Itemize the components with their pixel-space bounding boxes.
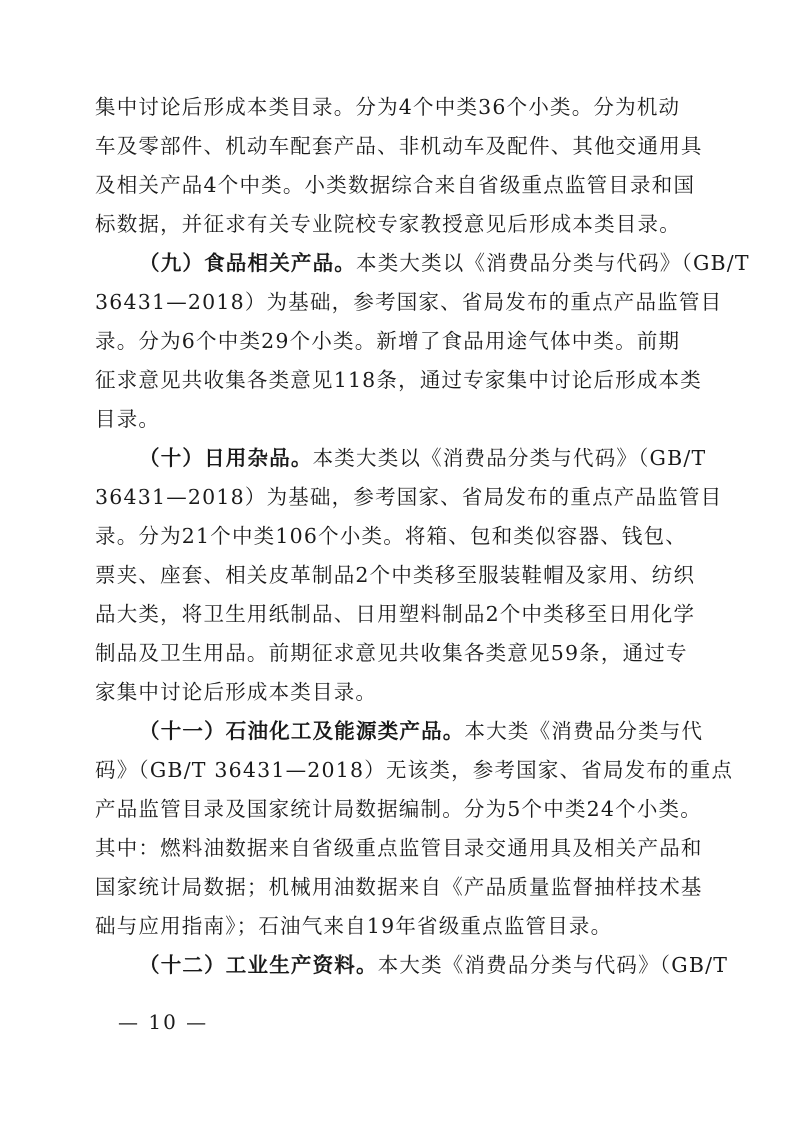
text-line: 录。分为21个中类106个小类。将箱、包和类似容器、钱包、 bbox=[95, 524, 688, 548]
text-line: 产品监管目录及国家统计局数据编制。分为5个中类24个小类。 bbox=[95, 797, 702, 821]
page-number: — 10 — bbox=[118, 1010, 209, 1034]
text-line: 码》（GB/T 36431—2018）无该类，参考国家、省局发布的重点 bbox=[95, 758, 734, 782]
text-line: 标数据，并征求有关专业院校专家教授意见后形成本类目录。 bbox=[95, 212, 681, 236]
text-line: 36431—2018）为基础，参考国家、省局发布的重点产品监管目 bbox=[95, 485, 723, 509]
text-line: 36431—2018）为基础，参考国家、省局发布的重点产品监管目 bbox=[95, 290, 723, 314]
paragraph-first-line bbox=[95, 946, 729, 985]
text-line: 征求意见共收集各类意见118条，通过专家集中讨论后形成本类 bbox=[95, 368, 702, 392]
text-line: 集中讨论后形成本类目录。分为4个中类36个小类。分为机动 bbox=[95, 95, 681, 119]
text-line: 票夹、座套、相关皮革制品2个中类移至服装鞋帽及家用、纺织 bbox=[95, 563, 696, 587]
text-line: 制品及卫生用品。前期征求意见共收集各类意见59条，通过专 bbox=[95, 641, 688, 665]
section-heading: （十）日用杂品。 bbox=[139, 446, 313, 470]
paragraph-first-line bbox=[95, 439, 707, 478]
text-line: 车及零部件、机动车配套产品、非机动车及配件、其他交通用具 bbox=[95, 134, 703, 158]
text-line: 家集中讨论后形成本类目录。 bbox=[95, 680, 378, 704]
text-line: 国家统计局数据；机械用油数据来自《产品质量监督抽样技术基 bbox=[95, 875, 703, 899]
section-heading: （十二）工业生产资料。 bbox=[139, 953, 378, 977]
text-line: 目录。 bbox=[95, 407, 161, 431]
text-span: 本类大类以《消费品分类与代码》（GB/T bbox=[356, 251, 750, 275]
body-text bbox=[95, 88, 750, 985]
text-span: 本大类《消费品分类与代 bbox=[464, 719, 704, 743]
text-line: 录。分为6个中类29个小类。新增了食品用途气体中类。前期 bbox=[95, 329, 681, 353]
text-span: 本类大类以《消费品分类与代码》（GB/T bbox=[312, 446, 707, 470]
text-span: 本大类《消费品分类与代码》（GB/T bbox=[377, 953, 729, 977]
text-line: 其中：燃料油数据来自省级重点监管目录交通用具及相关产品和 bbox=[95, 836, 703, 860]
paragraph-first-line bbox=[95, 712, 704, 751]
section-heading: （十一）石油化工及能源类产品。 bbox=[139, 719, 465, 743]
text-line: 础与应用指南》；石油气来自19年省级重点监管目录。 bbox=[95, 914, 613, 938]
paragraph-first-line bbox=[95, 244, 750, 283]
text-line: 品大类，将卫生用纸制品、日用塑料制品2个中类移至日用化学 bbox=[95, 602, 696, 626]
section-heading: （九）食品相关产品。 bbox=[139, 251, 356, 275]
text-line: 及相关产品4个中类。小类数据综合来自省级重点监管目录和国 bbox=[95, 173, 696, 197]
